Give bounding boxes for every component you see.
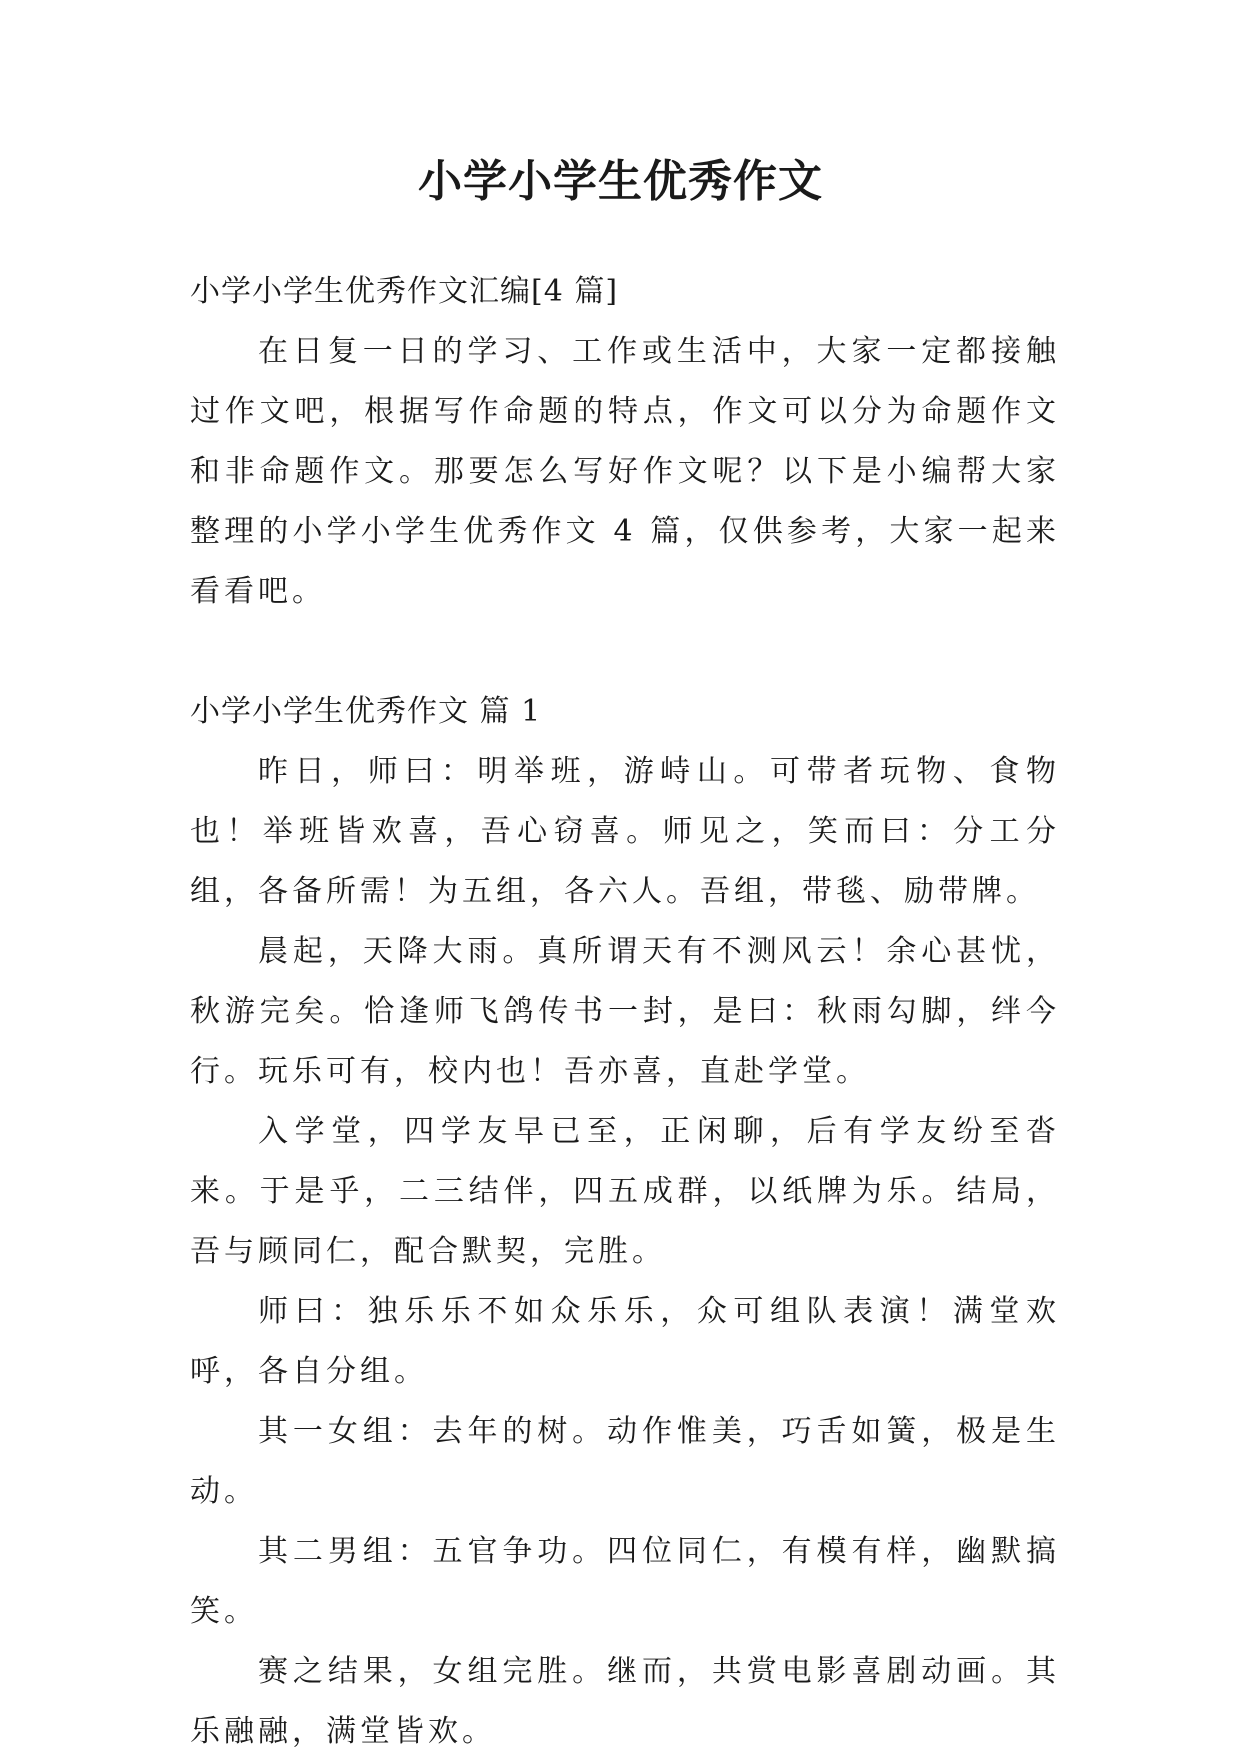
section1-paragraph: 晨起，天降大雨。真所谓天有不测风云！余心甚忧，秋游完矣。恰逢师飞鸽传书一封，是曰：秋雨勾脚，绊今行。玩乐可有，校内也！吾亦喜，直赴学堂。 bbox=[190, 934, 1060, 1089]
section-spacer bbox=[190, 622, 1060, 682]
document-body bbox=[190, 262, 1060, 1762]
intro-heading: 小学小学生优秀作文汇编[4 篇] bbox=[190, 274, 619, 309]
section1-heading: 小学小学生优秀作文 篇 1 bbox=[190, 694, 542, 729]
document-title: 小学小学生优秀作文 bbox=[418, 156, 823, 207]
section1-paragraph: 师曰：独乐乐不如众乐乐，众可组队表演！满堂欢呼，各自分组。 bbox=[190, 1294, 1060, 1389]
section1-paragraph: 入学堂，四学友早已至，正闲聊，后有学友纷至沓来。于是乎，二三结伴，四五成群，以纸牌为乐。结局，吾与顾同仁，配合默契，完胜。 bbox=[190, 1114, 1060, 1269]
section1-paragraph: 昨日，师曰：明举班，游峙山。可带者玩物、食物也！举班皆欢喜，吾心窃喜。师见之，笑而曰：分工分组，各备所需！为五组，各六人。吾组，带毯、励带牌。 bbox=[190, 754, 1060, 909]
section1-paragraph: 赛之结果，女组完胜。继而，共赏电影喜剧动画。其乐融融，满堂皆欢。 bbox=[190, 1654, 1060, 1749]
section1-paragraph: 其二男组：五官争功。四位同仁，有模有样，幽默搞笑。 bbox=[190, 1534, 1060, 1629]
section1-paragraph: 其一女组：去年的树。动作惟美，巧舌如簧，极是生动。 bbox=[190, 1414, 1060, 1509]
intro-paragraph: 在日复一日的学习、工作或生活中，大家一定都接触过作文吧，根据写作命题的特点，作文可以分为命题作文和非命题作文。那要怎么写好作文呢？以下是小编帮大家整理的小学小学生优秀作文 4 篇，仅供参考，大家一起来看看吧。 bbox=[190, 334, 1060, 609]
